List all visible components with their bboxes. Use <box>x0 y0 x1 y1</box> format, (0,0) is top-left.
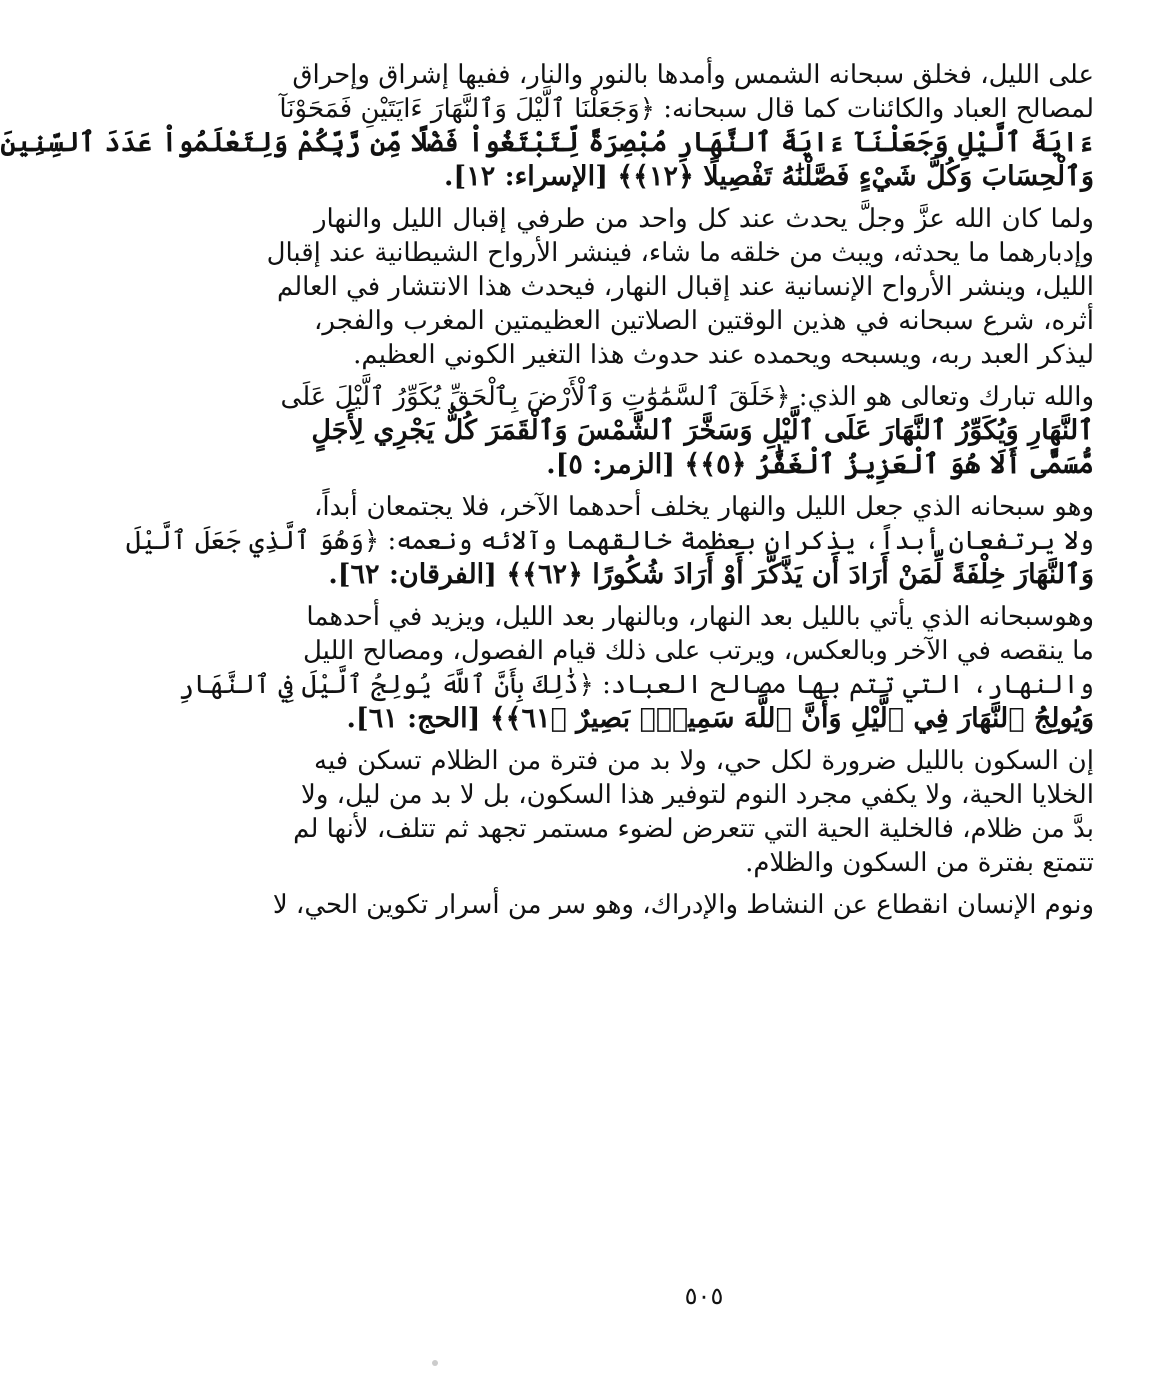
paragraph <box>125 490 1094 592</box>
text-line: إن السكون بالليل ضرورة لكل حي، ولا بد من فترة من الظلام تسكن فيه <box>314 746 1094 776</box>
quran-verse-line: ءَايَةَ ٱلَّيْلِ وَجَعَلْنَآ ءَايَةَ ٱلنَّهَارِ مُبْصِرَةً لِّتَبْتَغُواْ فَضْلًا مِّن رَّبِّكُمْ وَلِتَعْلَمُواْ عَدَدَ ٱلسِّنِينَ <box>0 127 1094 158</box>
text-line: ولما كان الله عزَّ وجلَّ يحدث عند كل واحد من طرفي إقبال الليل والنهار <box>314 204 1094 234</box>
scan-speck <box>432 1360 438 1366</box>
quran-verse-line: ٱلنَّهَارِ وَيُكَوِّرُ ٱلنَّهَارَ عَلَى ٱلَّيْلِ وَسَخَّرَ ٱلشَّمْسَ وَٱلْقَمَرَ كُلٌّ يَجْرِي لِأَجَلٍ <box>311 415 1094 446</box>
text-line: بدَّ من ظلام، فالخلية الحية التي تتعرض لضوء مستمر تجهد ثم تتلف، لأنها لم <box>293 814 1094 844</box>
paragraph-gap <box>314 592 1094 600</box>
text-line: تتمتع بفترة من السكون والظلام. <box>745 848 1094 878</box>
text-line: ما ينقصه في الآخر وبالعكس، ويرتب على ذلك قيام الفصول، ومصالح الليل <box>302 636 1094 666</box>
paragraph-gap <box>314 880 1094 888</box>
text-line: لمصالح العباد والكائنات كما قال سبحانه: ﴿وَجَعَلْنَا ٱلَّيْلَ وَٱلنَّهَارَ ءَايَتَيْنِ فَمَحَوْنَآ <box>279 94 1094 124</box>
paragraph-gap <box>314 736 1094 744</box>
paragraph-gap <box>314 372 1094 380</box>
text-line: وهوسبحانه الذي يأتي بالليل بعد النهار، وبالنهار بعد الليل، ويزيد في أحدهما <box>306 602 1094 632</box>
quran-verse-line: وَٱلْحِسَابَ وَكُلَّ شَيْءٍ فَصَّلْنَٰهُ تَفْصِيلًا ﴿١٢﴾﴾ [الإسراء: ١٢]. <box>444 161 1094 192</box>
text-line: وإدبارهما ما يحدثه، ويبث من خلقه ما شاء، فينشر الأرواح الشيطانية عند إقبال <box>266 238 1094 268</box>
paragraph <box>266 202 1094 372</box>
text-line: الخلايا الحية، ولا يكفي مجرد النوم لتوفير هذا السكون، بل لا بد من ليل، ولا <box>301 780 1094 810</box>
paragraph <box>272 888 1094 922</box>
body-text <box>0 58 1094 922</box>
paragraph-gap <box>314 482 1094 490</box>
quran-verse-line: مُّسَمًّى أَلَا هُوَ ٱلْعَزِيزُ ٱلْغَفَّٰرُ ﴿٥﴾﴾ [الزمر: ٥]. <box>546 449 1094 480</box>
paragraph-gap <box>314 194 1094 202</box>
quran-verse-line: وَيُولِجُ ٱلنَّهَارَ فِي ٱلَّيْلِ وَأَنَّ ٱللَّهَ سَمِيعٌۢ بَصِيرٌ ﴿٦١﴾﴾ [الحج: ٦١]. <box>346 703 1094 734</box>
paragraph <box>178 600 1094 736</box>
text-line: الليل، وينشر الأرواح الإنسانية عند إقبال النهار، فيحدث هذا الانتشار في العالم <box>276 272 1094 302</box>
text-line: والله تبارك وتعالى هو الذي: ﴿خَلَقَ ٱلسَّمَٰوَٰتِ وَٱلْأَرْضَ بِٱلْحَقِّ يُكَوِّرُ ٱلَّيْلَ عَلَى <box>280 382 1094 412</box>
paragraph <box>280 380 1094 482</box>
text-line: وهو سبحانه الذي جعل الليل والنهار يخلف أحدهما الآخر، فلا يجتمعان أبداً، <box>314 492 1094 522</box>
paragraph <box>293 744 1094 880</box>
text-line: ليذكر العبد ربه، ويسبحه ويحمده عند حدوث هذا التغير الكوني العظيم. <box>353 340 1094 370</box>
quran-verse-line: وَٱلنَّهَارَ خِلْفَةً لِّمَنْ أَرَادَ أَن يَذَّكَّرَ أَوْ أَرَادَ شُكُورًا ﴿٦٢﴾﴾ [الفرقان: ٦٢]. <box>328 559 1094 590</box>
page-number: ٥٠٥ <box>684 1282 724 1310</box>
text-line: ونوم الإنسان انقطاع عن النشاط والإدراك، وهو سر من أسرار تكوين الحي، لا <box>272 890 1094 920</box>
paragraph <box>0 58 1094 194</box>
text-line: على الليل، فخلق سبحانه الشمس وأمدها بالنور والنار، ففيها إشراق وإحراق <box>292 60 1094 90</box>
text-line: والنهار، التي تتم بها مصالح العباد: ﴿ذَٰلِكَ بِأَنَّ ٱللَّهَ يُولِجُ ٱلَّيْلَ فِي ٱلنَّهَارِ <box>178 670 1094 700</box>
text-line: ولا يرتفعان أبداً، يذكران بعظمة خالقهما وآلائه ونعمه: ﴿وَهُوَ ٱلَّذِي جَعَلَ ٱلَّيْلَ <box>125 526 1094 556</box>
text-line: أثره، شرع سبحانه في هذين الوقتين الصلاتين العظيمتين المغرب والفجر، <box>314 306 1094 336</box>
